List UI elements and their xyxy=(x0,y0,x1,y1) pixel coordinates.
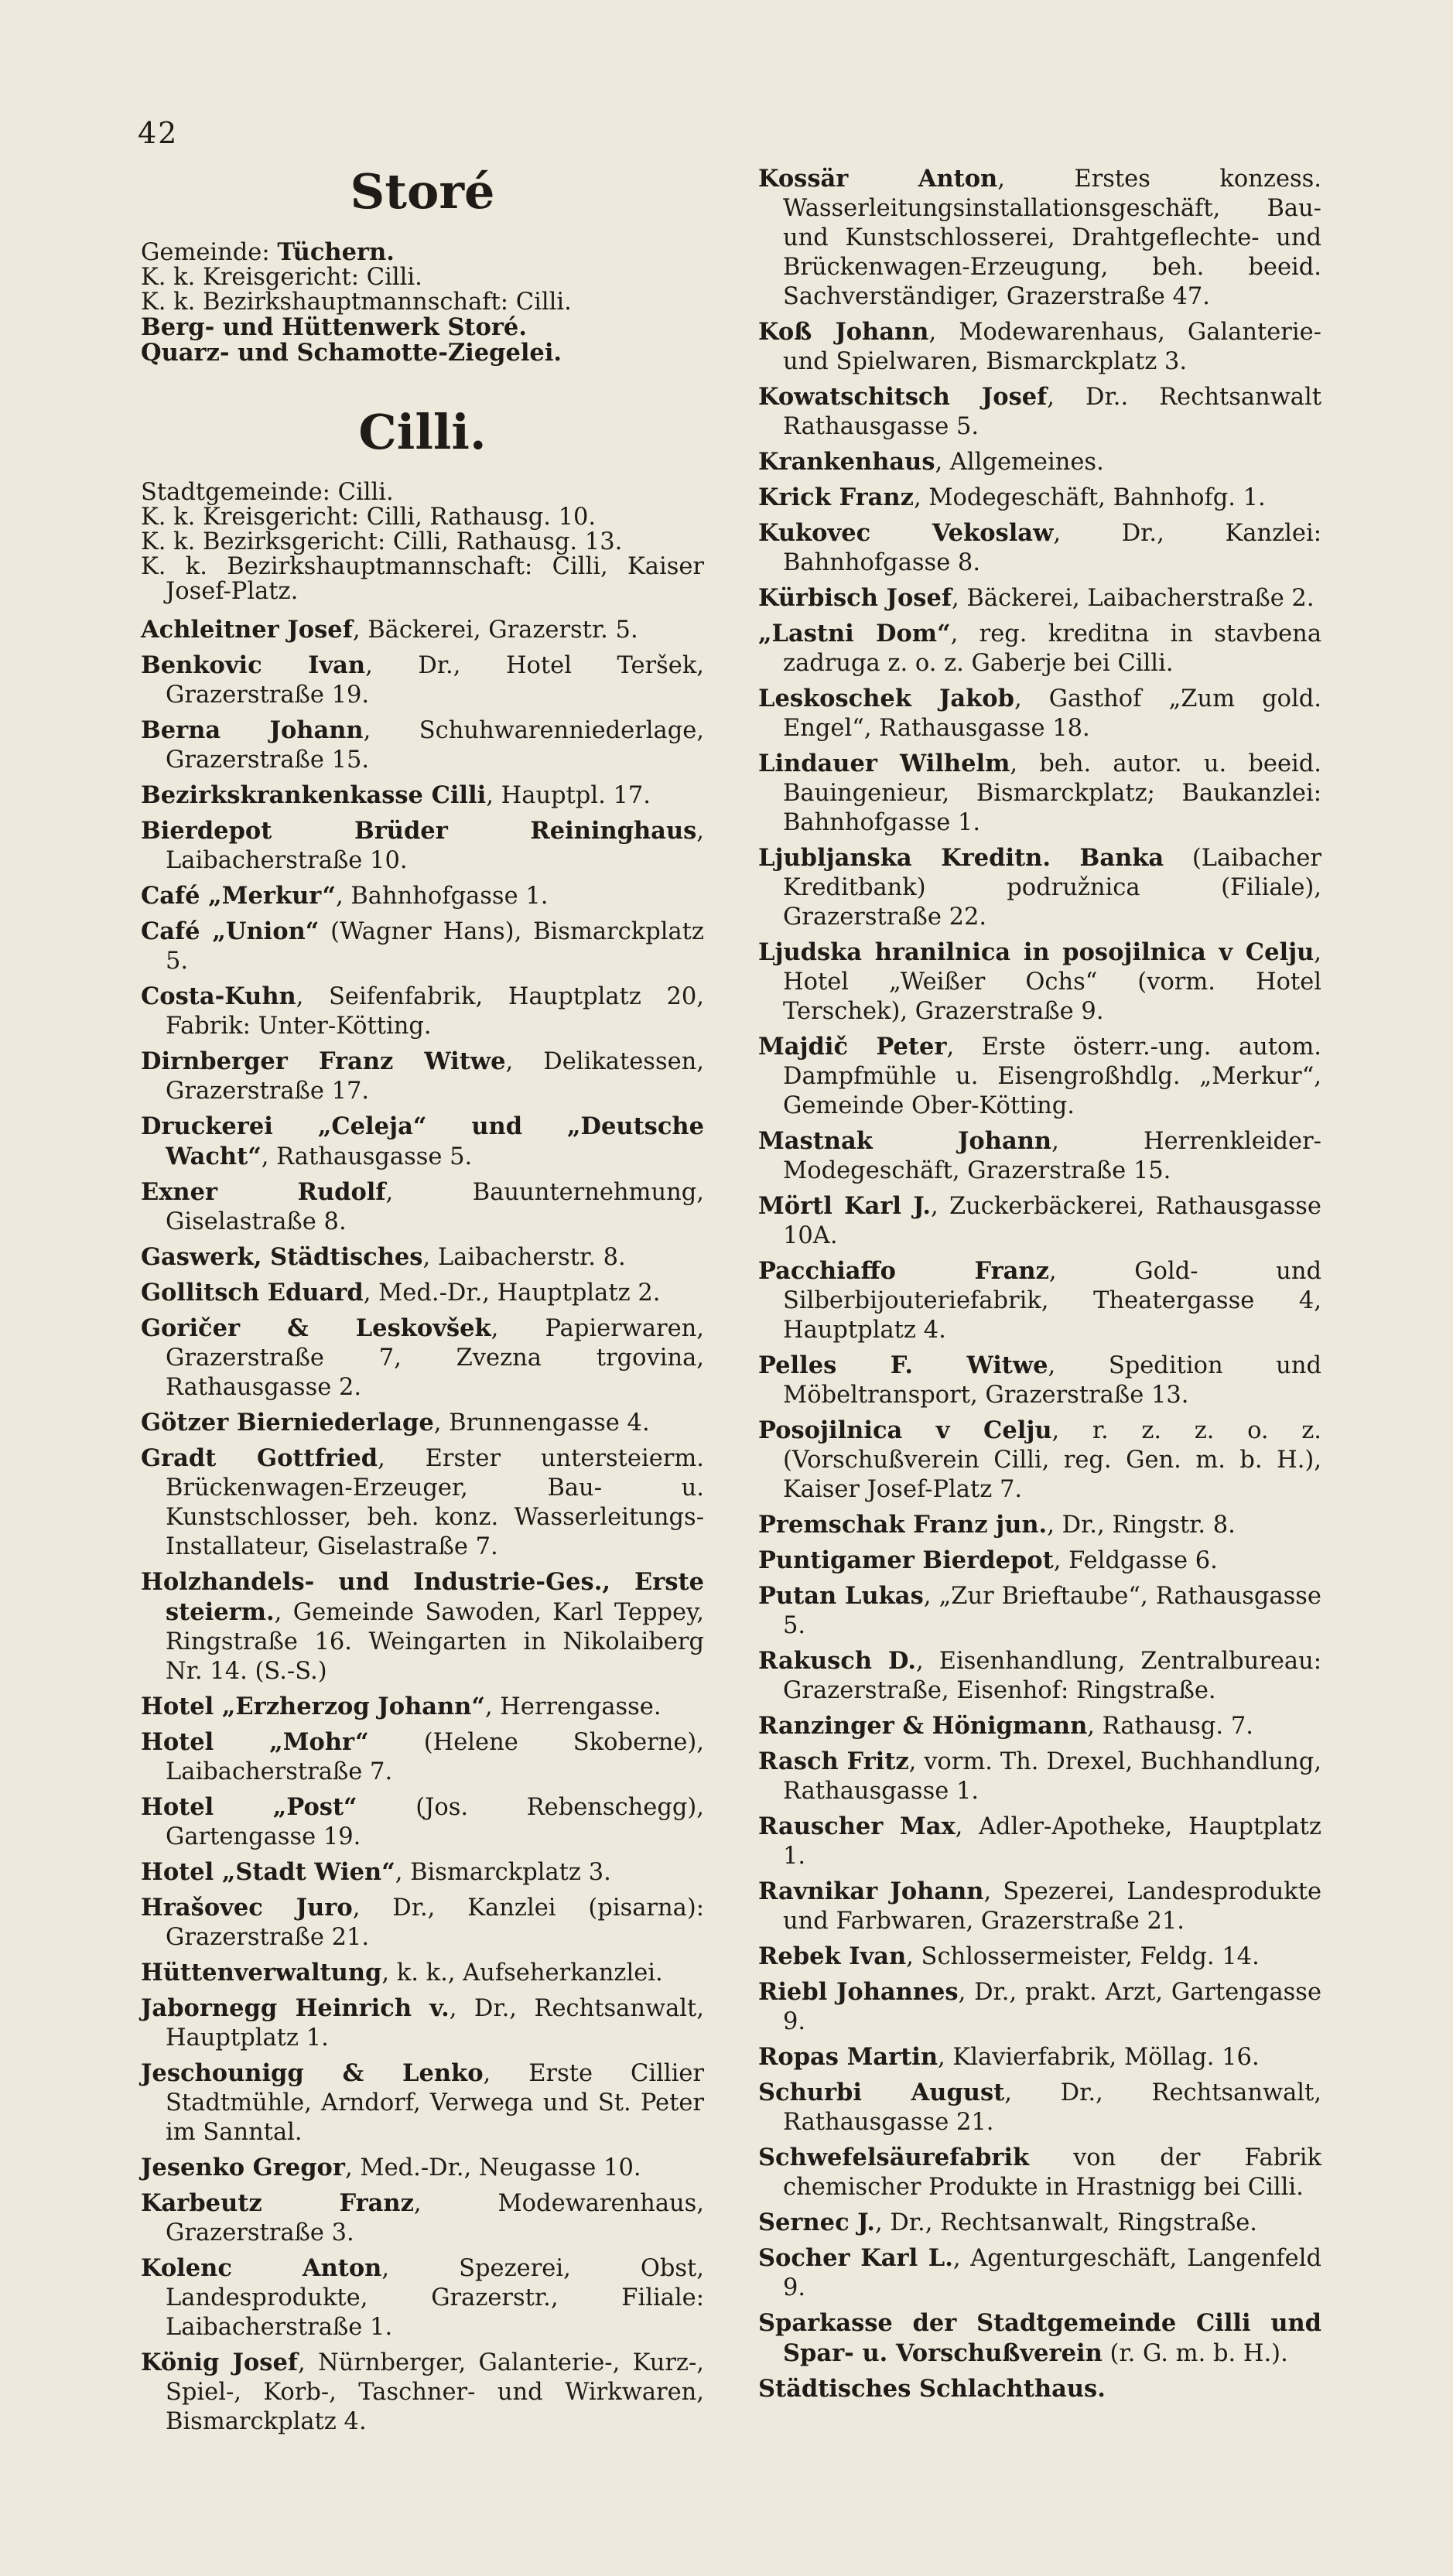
entry-name: Hotel „Post“ xyxy=(141,1793,357,1821)
entry-name: Achleitner Josef xyxy=(141,616,353,644)
entry-detail: , Delikatessen, Grazerstraße 17. xyxy=(166,1048,704,1105)
entry-name: Kowatschitsch Josef xyxy=(758,383,1048,411)
directory-entry xyxy=(758,483,1321,513)
entry-name: Hrašovec Juro xyxy=(141,1894,353,1922)
directory-entry xyxy=(141,1857,704,1888)
entry-name: Bierdepot Brüder Reininghaus xyxy=(141,817,697,845)
entry-name: Sparkasse der Stadtgemeinde Cilli und Spar- u. Vorschußverein xyxy=(758,2309,1321,2367)
entry-name: Schwefelsäurefabrik xyxy=(758,2144,1030,2171)
entry-name: Ravnikar Johann xyxy=(758,1877,984,1905)
entry-name: Rasch Fritz xyxy=(758,1748,909,1775)
entry-name: Rauscher Max xyxy=(758,1812,956,1840)
entry-detail: (r. G. m. b. H.). xyxy=(1102,2340,1288,2367)
entry-detail: , Erster untersteierm. Brückenwagen-Erzeuger, Bau- u. Kunstschlosser, beh. konz. Wasserleitungs-Installateur, Giselastraße 7. xyxy=(166,1445,704,1560)
entry-detail: , Dr.. Rechtsanwalt Rathausgasse 5. xyxy=(783,384,1321,440)
entry-detail: (Helene Skoberne), Laibacherstraße 7. xyxy=(166,1729,704,1785)
entry-name: Jesenko Gregor xyxy=(141,2154,345,2181)
directory-list-right xyxy=(758,164,1321,2404)
entry-name: Holzhandels- und Industrie-Ges., Erste steierm. xyxy=(141,1568,704,1626)
entry-detail: , Modewarenhaus, Galanterie- und Spielwaren, Bismarckplatz 3. xyxy=(783,319,1321,375)
info-line xyxy=(141,555,704,604)
entry-detail: , Spedition und Möbeltransport, Grazerstraße 13. xyxy=(783,1352,1321,1409)
directory-entry xyxy=(758,1812,1321,1871)
entry-detail: , Herrengasse. xyxy=(484,1693,662,1720)
directory-entry xyxy=(758,749,1321,838)
entry-name: Krankenhaus xyxy=(758,448,935,476)
directory-entry xyxy=(758,1126,1321,1186)
entry-name: Ljudska hranilnica in posojilnica v Celju xyxy=(758,938,1315,966)
info-value: Tüchern. xyxy=(277,238,395,266)
entry-name: Puntigamer Bierdepot xyxy=(758,1546,1054,1574)
entry-name: Café „Merkur“ xyxy=(141,882,336,910)
directory-entry xyxy=(141,1242,704,1273)
entry-detail: , Bauunternehmung, Giselastraße 8. xyxy=(166,1179,704,1235)
entry-detail: , Dr., Kanzlei: Bahnhofgasse 8. xyxy=(783,520,1321,576)
entry-detail: , Dr., Rechtsanwalt, Ringstraße. xyxy=(874,2209,1257,2236)
entry-name: Hüttenverwaltung xyxy=(141,1959,382,1987)
directory-entry xyxy=(141,2188,704,2248)
info-value: K. k. Kreisgericht: Cilli, Rathausg. 10. xyxy=(141,504,597,531)
entry-detail: , Spezerei, Landesprodukte und Farbwaren, Grazerstraße 21. xyxy=(783,1878,1322,1935)
directory-entry xyxy=(758,1351,1321,1410)
directory-entry xyxy=(758,1256,1321,1345)
entry-detail: , Herrenkleider-Modegeschäft, Grazerstraße 15. xyxy=(783,1128,1321,1184)
directory-entry xyxy=(758,1581,1321,1641)
entry-name: Gradt Gottfried xyxy=(141,1444,378,1472)
entry-name: Krick Franz xyxy=(758,483,914,511)
entry-name: Pacchiaffo Franz xyxy=(758,1257,1049,1285)
entry-name: Pelles F. Witwe xyxy=(758,1351,1048,1379)
directory-entry xyxy=(758,317,1321,377)
entry-name: Rakusch D. xyxy=(758,1647,916,1675)
directory-entry xyxy=(758,1032,1321,1121)
entry-detail: , Eisenhandlung, Zentralbureau: Grazerstraße, Eisenhof: Ringstraße. xyxy=(783,1648,1321,1704)
entry-name: Riebl Johannes xyxy=(758,1978,959,2006)
entry-name: Putan Lukas xyxy=(758,1582,924,1610)
entry-detail: , Klavierfabrik, Möllag. 16. xyxy=(938,2044,1260,2071)
directory-entry xyxy=(141,1727,704,1787)
entry-name: Schurbi August xyxy=(758,2079,1005,2106)
store-info xyxy=(141,240,704,366)
info-value: K. k. Kreisgericht: Cilli. xyxy=(141,264,422,291)
entry-name: Exner Rudolf xyxy=(141,1178,386,1206)
directory-entry xyxy=(758,1747,1321,1806)
entry-detail: , Rathausgasse 5. xyxy=(261,1143,473,1170)
directory-entry xyxy=(758,382,1321,442)
entry-detail: , Seifenfabrik, Hauptplatz 20, Fabrik: Unter-Kötting. xyxy=(166,983,704,1040)
entry-detail: , Agenturgeschäft, Langenfeld 9. xyxy=(783,2245,1321,2301)
directory-entry xyxy=(141,917,704,976)
entry-detail: , Bäckerei, Grazerstr. 5. xyxy=(352,617,638,644)
directory-entry xyxy=(758,2078,1321,2137)
entry-detail: , Med.-Dr., Hauptplatz 2. xyxy=(363,1279,661,1307)
info-line xyxy=(141,240,704,265)
info-line xyxy=(141,530,704,555)
entry-name: Druckerei „Celeja“ und „Deutsche Wacht“ xyxy=(141,1112,704,1170)
entry-detail: , Modegeschäft, Bahnhofg. 1. xyxy=(913,484,1266,511)
entry-detail: , Allgemeines. xyxy=(935,449,1104,476)
entry-name: Kossär Anton xyxy=(758,165,998,193)
entry-detail: , „Zur Brieftaube“, Rathausgasse 5. xyxy=(783,1583,1321,1639)
info-line xyxy=(141,480,704,505)
directory-entry xyxy=(758,938,1321,1027)
directory-entry xyxy=(141,982,704,1041)
entry-detail: , Hauptpl. 17. xyxy=(486,782,651,809)
entry-name: Kolenc Anton xyxy=(141,2254,382,2282)
directory-entry xyxy=(758,2243,1321,2303)
entry-name: Jabornegg Heinrich v. xyxy=(141,1994,450,2022)
section-heading-cilli: Cilli. xyxy=(358,404,487,460)
directory-entry xyxy=(758,447,1321,477)
info-value: K. k. Bezirkshauptmannschaft: Cilli. xyxy=(141,289,572,316)
directory-entry xyxy=(758,2208,1321,2238)
entry-detail: (Jos. Rebenschegg), Gartengasse 19. xyxy=(166,1794,705,1850)
entry-detail: , Erste Cillier Stadtmühle, Arndorf, Verwega und St. Peter im Sanntal. xyxy=(166,2060,704,2146)
entry-name: Café „Union“ xyxy=(141,917,320,945)
directory-entry xyxy=(141,1692,704,1722)
entry-detail: , Adler-Apotheke, Hauptplatz 1. xyxy=(783,1813,1321,1870)
entry-name: Berna Johann xyxy=(141,716,364,744)
directory-entry xyxy=(758,2042,1321,2072)
right-column xyxy=(758,164,1321,2410)
info-value: K. k. Bezirkshauptmannschaft: Cilli, Kaiser Josef-Platz. xyxy=(141,553,704,605)
entry-detail: , k. k., Aufseherkanzlei. xyxy=(381,1959,663,1987)
info-line xyxy=(141,340,704,366)
entry-name: Costa-Kuhn xyxy=(141,982,296,1010)
entry-name: Goričer & Leskovšek xyxy=(141,1314,491,1342)
entry-detail: , Dr., Hotel Teršek, Grazerstraße 19. xyxy=(166,652,704,709)
directory-entry xyxy=(758,1942,1321,1972)
entry-detail: , Bismarckplatz 3. xyxy=(395,1859,611,1886)
directory-entry xyxy=(141,1047,704,1106)
directory-entry xyxy=(141,816,704,876)
entry-detail: , Dr., Kanzlei (pisarna): Grazerstraße 21. xyxy=(166,1894,704,1951)
info-line xyxy=(141,315,704,340)
directory-entry xyxy=(141,1443,704,1562)
directory-entry xyxy=(758,1646,1321,1706)
entry-detail: , Erstes konzess. Wasserleitungsinstallationsgeschäft, Bau- und Kunstschlosserei, Drahtgeflechte- und Brückenwagen-Erzeugung, beh. beeid. Sachverständiger, Grazerstraße 47. xyxy=(783,166,1321,310)
directory-entry xyxy=(141,781,704,811)
entry-detail: von der Fabrik chemischer Produkte in Hrastnigg bei Cilli. xyxy=(783,2144,1321,2201)
entry-detail: , Nürnberger, Galanterie-, Kurz-, Spiel-, Korb-, Taschner- und Wirkwaren, Bismarckplatz 4. xyxy=(166,2349,705,2435)
directory-entry xyxy=(758,1510,1321,1540)
entry-detail: , Bahnhofgasse 1. xyxy=(336,883,549,910)
directory-list-left xyxy=(141,615,704,2437)
directory-entry xyxy=(758,1416,1321,1505)
entry-name: Posojilnica v Celju xyxy=(758,1416,1052,1444)
entry-name: Ranzinger & Hönigmann xyxy=(758,1712,1088,1740)
entry-detail: , Dr., Rechtsanwalt, Rathausgasse 21. xyxy=(783,2079,1321,2136)
directory-entry xyxy=(758,1191,1321,1251)
entry-detail: (Wagner Hans), Bismarckplatz 5. xyxy=(166,918,704,975)
entry-name: Koß Johann xyxy=(758,318,929,346)
entry-detail: (Laibacher Kreditbank) podružnica (Filiale), Grazerstraße 22. xyxy=(783,845,1321,931)
entry-name: Hotel „Mohr“ xyxy=(141,1728,369,1756)
directory-entry xyxy=(141,1993,704,2053)
entry-name: Bezirkskrankenkasse Cilli xyxy=(141,781,487,809)
entry-detail: , Spezerei, Obst, Landesprodukte, Grazerstr., Filiale: Laibacherstraße 1. xyxy=(166,2255,704,2341)
directory-entry xyxy=(141,2253,704,2342)
entry-name: Jeschounigg & Lenko xyxy=(141,2059,484,2087)
entry-name: Karbeutz Franz xyxy=(141,2189,414,2217)
cilli-info xyxy=(141,480,704,604)
entry-name: Mastnak Johann xyxy=(758,1127,1052,1155)
entry-name: Gaswerk, Städtisches xyxy=(141,1243,423,1271)
info-line xyxy=(141,265,704,290)
entry-detail: , Zuckerbäckerei, Rathausgasse 10A. xyxy=(783,1193,1321,1249)
entry-detail: , Dr., Ringstr. 8. xyxy=(1047,1512,1236,1539)
entry-detail: , Erste österr.-ung. autom. Dampfmühle u. Eisengroßhdlg. „Merkur“, Gemeinde Ober-Kötting. xyxy=(783,1033,1321,1119)
entry-name: Premschak Franz jun. xyxy=(758,1511,1048,1539)
entry-detail: , r. z. z. o. z. (Vorschußverein Cilli, reg. Gen. m. b. H.), Kaiser Josef-Platz 7. xyxy=(783,1417,1321,1503)
directory-entry xyxy=(758,518,1321,578)
entry-detail: , Feldgasse 6. xyxy=(1053,1547,1218,1574)
directory-entry xyxy=(758,1711,1321,1741)
info-value: Quarz- und Schamotte-Ziegelei. xyxy=(141,339,562,367)
directory-entry xyxy=(141,2348,704,2437)
directory-entry xyxy=(758,1977,1321,2037)
directory-entry xyxy=(141,1408,704,1438)
directory-entry xyxy=(141,1314,704,1402)
entry-detail: , Dr., Rechtsanwalt, Hauptplatz 1. xyxy=(166,1995,704,2052)
entry-detail: , Gasthof „Zum gold. Engel“, Rathausgasse 18. xyxy=(783,685,1321,742)
directory-entry xyxy=(141,1792,704,1852)
directory-entry xyxy=(141,1958,704,1988)
entry-detail: , Modewarenhaus, Grazerstraße 3. xyxy=(166,2190,704,2246)
entry-name: Kürbisch Josef xyxy=(758,584,952,612)
directory-entry xyxy=(758,583,1321,613)
entry-name: „Lastni Dom“ xyxy=(758,620,951,647)
entry-detail: , Laibacherstraße 10. xyxy=(166,818,704,874)
directory-entry xyxy=(141,1112,704,1172)
directory-entry xyxy=(758,684,1321,743)
directory-entry xyxy=(758,164,1321,312)
entry-detail: , Schuhwarenniederlage, Grazerstraße 15. xyxy=(166,717,705,774)
directory-entry xyxy=(141,651,704,710)
page-number: 42 xyxy=(138,116,179,150)
entry-detail: , beh. autor. u. beeid. Bauingenieur, Bismarckplatz; Baukanzlei: Bahnhofgasse 1. xyxy=(783,750,1321,836)
entry-name: Majdič Peter xyxy=(758,1033,947,1061)
entry-name: Dirnberger Franz Witwe xyxy=(141,1047,506,1075)
entry-name: König Josef xyxy=(141,2349,298,2376)
entry-name: Gollitsch Eduard xyxy=(141,1279,364,1307)
info-line xyxy=(141,290,704,315)
directory-entry xyxy=(758,1877,1321,1936)
entry-detail: , Papierwaren, Grazerstraße 7, Zvezna trgovina, Rathausgasse 2. xyxy=(166,1315,704,1401)
entry-name: Hotel „Erzherzog Johann“ xyxy=(141,1693,485,1720)
entry-name: Städtisches Schlachthaus. xyxy=(758,2375,1106,2403)
entry-name: Socher Karl L. xyxy=(758,2244,953,2272)
directory-entry xyxy=(758,843,1321,932)
entry-detail: , Med.-Dr., Neugasse 10. xyxy=(344,2154,641,2181)
info-label: Gemeinde: xyxy=(141,239,278,266)
info-value: Stadtgemeinde: Cilli. xyxy=(141,479,394,506)
entry-detail: , Brunnengasse 4. xyxy=(433,1409,650,1437)
entry-detail: , vorm. Th. Drexel, Buchhandlung, Rathausgasse 1. xyxy=(783,1748,1321,1805)
entry-name: Benkovic Ivan xyxy=(141,651,366,679)
info-line xyxy=(141,505,704,530)
section-heading-store: Storé xyxy=(350,163,495,220)
entry-detail: , Gemeinde Sawoden, Karl Teppey, Ringstraße 16. Weingarten in Nikolaiberg Nr. 14. (S.-S.) xyxy=(166,1599,704,1685)
entry-name: Lindauer Wilhelm xyxy=(758,750,1010,777)
directory-entry xyxy=(758,2374,1321,2404)
entry-name: Ropas Martin xyxy=(758,2043,938,2071)
entry-name: Ljubljanska Kreditn. Banka xyxy=(758,844,1164,872)
entry-name: Leskoschek Jakob xyxy=(758,685,1014,712)
left-column xyxy=(141,164,704,2442)
directory-entry xyxy=(758,2143,1321,2202)
directory-entry xyxy=(141,1177,704,1237)
entry-name: Sernec J. xyxy=(758,2209,875,2236)
entry-detail: , Dr., prakt. Arzt, Gartengasse 9. xyxy=(783,1979,1321,2035)
entry-detail: , Bäckerei, Laibacherstraße 2. xyxy=(952,585,1315,612)
directory-entry xyxy=(141,716,704,775)
entry-name: Rebek Ivan xyxy=(758,1942,907,1970)
entry-name: Mörtl Karl J. xyxy=(758,1192,931,1220)
info-value: Berg- und Hüttenwerk Storé. xyxy=(141,313,527,341)
directory-entry xyxy=(141,1567,704,1686)
directory-entry xyxy=(758,2308,1321,2369)
entry-name: Kukovec Vekoslaw xyxy=(758,519,1054,547)
directory-entry xyxy=(758,619,1321,678)
directory-entry xyxy=(141,881,704,911)
directory-entry xyxy=(758,1546,1321,1576)
directory-entry xyxy=(141,2153,704,2183)
entry-name: Götzer Bierniederlage xyxy=(141,1409,434,1437)
entry-detail: , Hotel „Weißer Ochs“ (vorm. Hotel Terschek), Grazerstraße 9. xyxy=(783,939,1321,1025)
entry-detail: , Schlossermeister, Feldg. 14. xyxy=(906,1943,1260,1970)
entry-detail: , Gold- und Silberbijouteriefabrik, Theatergasse 4, Hauptplatz 4. xyxy=(783,1258,1321,1344)
directory-entry xyxy=(141,615,704,645)
directory-entry xyxy=(141,1893,704,1952)
entry-name: Hotel „Stadt Wien“ xyxy=(141,1858,395,1886)
entry-detail: , reg. kreditna in stavbena zadruga z. o. z. Gaberje bei Cilli. xyxy=(783,620,1322,677)
entry-detail: , Rathausg. 7. xyxy=(1087,1713,1253,1740)
info-value: K. k. Bezirksgericht: Cilli, Rathausg. 13. xyxy=(141,528,623,555)
entry-detail: , Laibacherstr. 8. xyxy=(422,1244,626,1271)
directory-entry xyxy=(141,1278,704,1308)
directory-entry xyxy=(141,2058,704,2147)
